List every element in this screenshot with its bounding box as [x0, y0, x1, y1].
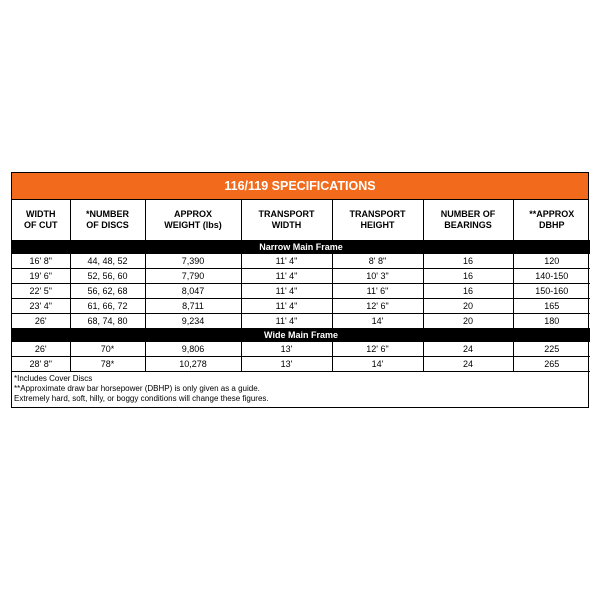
table-title: 116/119 SPECIFICATIONS	[12, 173, 588, 200]
table-cell: 22' 5"	[12, 284, 70, 299]
table-cell: 11' 4"	[241, 269, 332, 284]
specifications-table-card	[11, 172, 589, 408]
table-cell: 13'	[241, 342, 332, 357]
footnote: *Includes Cover Discs	[14, 374, 93, 383]
table-cell: 14'	[332, 314, 423, 329]
table-cell: 26'	[12, 314, 70, 329]
section-label: Wide Main Frame	[12, 329, 590, 342]
table-cell: 10,278	[145, 357, 241, 372]
table-cell: 225	[513, 342, 590, 357]
footnote: Extremely hard, soft, hilly, or boggy conditions will change these figures.	[14, 394, 269, 403]
table-cell: 24	[423, 342, 513, 357]
table-row	[12, 284, 590, 299]
section-header-row	[12, 241, 590, 254]
table-cell: 7,790	[145, 269, 241, 284]
table-cell: 20	[423, 299, 513, 314]
table-cell: 150-160	[513, 284, 590, 299]
table-cell: 24	[423, 357, 513, 372]
table-cell: 61, 66, 72	[70, 299, 145, 314]
table-cell: 8,047	[145, 284, 241, 299]
table-cell: 8,711	[145, 299, 241, 314]
table-cell: 120	[513, 254, 590, 269]
table-cell: 16	[423, 254, 513, 269]
table-row	[12, 357, 590, 372]
header-width-of-cut: WIDTH OF CUT	[12, 200, 70, 241]
header-number-of-discs: *NUMBER OF DISCS	[70, 200, 145, 241]
table-body	[12, 241, 590, 372]
table-cell: 78*	[70, 357, 145, 372]
table-cell: 12' 6"	[332, 299, 423, 314]
table-row	[12, 254, 590, 269]
table-cell: 16	[423, 269, 513, 284]
table-cell: 265	[513, 357, 590, 372]
table-cell: 9,234	[145, 314, 241, 329]
table-cell: 56, 62, 68	[70, 284, 145, 299]
table-cell: 20	[423, 314, 513, 329]
header-transport-height: TRANSPORT HEIGHT	[332, 200, 423, 241]
table-cell: 9,806	[145, 342, 241, 357]
table-cell: 11' 4"	[241, 254, 332, 269]
table-cell: 68, 74, 80	[70, 314, 145, 329]
header-row	[12, 200, 590, 241]
header-number-of-bearings: NUMBER OF BEARINGS	[423, 200, 513, 241]
table-cell: 13'	[241, 357, 332, 372]
header-approx-weight: APPROX WEIGHT (lbs)	[145, 200, 241, 241]
specifications-table	[12, 200, 590, 372]
table-cell: 7,390	[145, 254, 241, 269]
table-row	[12, 342, 590, 357]
table-cell: 28' 8"	[12, 357, 70, 372]
table-cell: 180	[513, 314, 590, 329]
table-cell: 14'	[332, 357, 423, 372]
table-cell: 26'	[12, 342, 70, 357]
table-cell: 19' 6"	[12, 269, 70, 284]
table-cell: 8' 8"	[332, 254, 423, 269]
table-cell: 16' 8"	[12, 254, 70, 269]
table-cell: 12' 6"	[332, 342, 423, 357]
footnote: **Approximate draw bar horsepower (DBHP) is only given as a guide.	[14, 384, 260, 393]
table-cell: 70*	[70, 342, 145, 357]
table-cell: 11' 6"	[332, 284, 423, 299]
header-approx-dbhp: **APPROX DBHP	[513, 200, 590, 241]
table-cell: 11' 4"	[241, 314, 332, 329]
table-cell: 11' 4"	[241, 284, 332, 299]
section-header-row	[12, 329, 590, 342]
table-cell: 16	[423, 284, 513, 299]
header-transport-width: TRANSPORT WIDTH	[241, 200, 332, 241]
table-cell: 165	[513, 299, 590, 314]
table-row	[12, 314, 590, 329]
table-row	[12, 299, 590, 314]
table-cell: 140-150	[513, 269, 590, 284]
section-label: Narrow Main Frame	[12, 241, 590, 254]
table-cell: 52, 56, 60	[70, 269, 145, 284]
table-cell: 10' 3"	[332, 269, 423, 284]
table-cell: 11' 4"	[241, 299, 332, 314]
table-cell: 44, 48, 52	[70, 254, 145, 269]
table-cell: 23' 4"	[12, 299, 70, 314]
table-row	[12, 269, 590, 284]
footnotes	[12, 372, 588, 407]
